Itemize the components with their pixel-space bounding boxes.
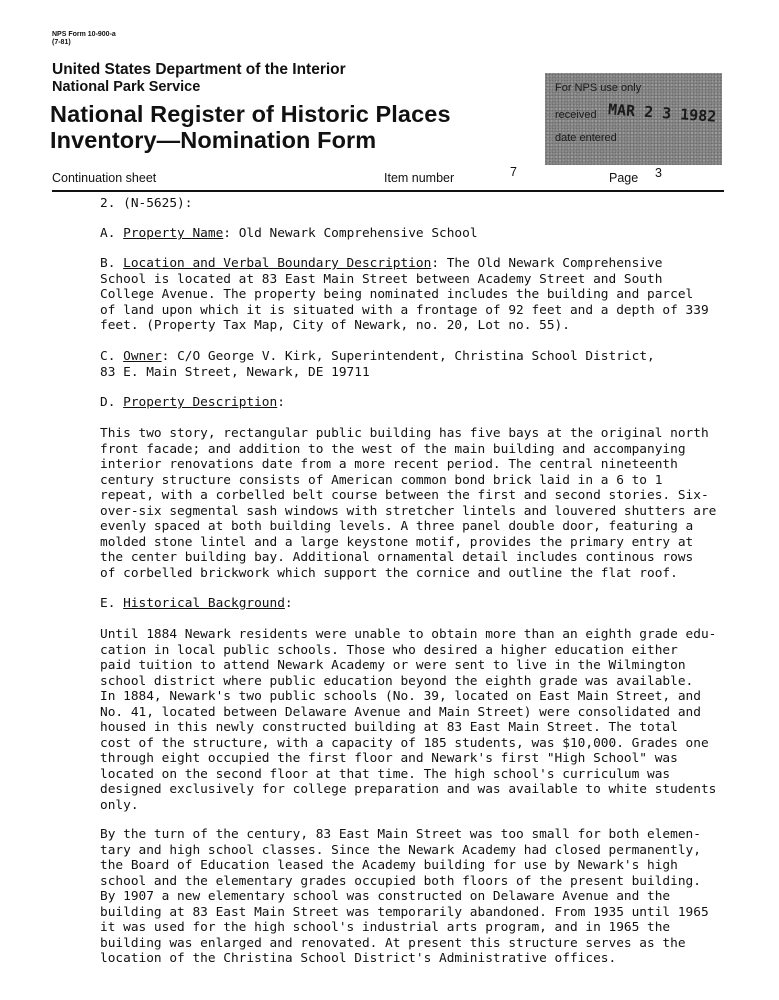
location-line: feet. (Property Tax Map, City of Newark, no. 20, Lot no. 55). [100, 318, 570, 333]
history-line: building at 83 East Main Street was temporarily abandoned. From 1935 until 1965 [100, 904, 709, 920]
section-b [100, 256, 709, 334]
history-line: located on the second floor at that time. The high school's curriculum was [100, 766, 671, 782]
stamp-date-entered-label: date entered [555, 132, 617, 144]
history-line: By 1907 a new elementary school was constructed on Delaware Avenue and the [100, 889, 671, 904]
page-number: 3 [655, 166, 662, 180]
stamp-nps-use-label: For NPS use only [555, 82, 642, 94]
location-line: College Avenue. The property being nominated includes the building and parcel [100, 287, 694, 302]
description-line: molded stone lintel and a large keystone motif, provides the primary entry at [100, 534, 694, 550]
nps-use-only-stamp [545, 73, 722, 165]
description-line: repeat, with a corbelled belt course between the first and second stories. Six- [100, 488, 709, 503]
property-name-label: Property Name [123, 226, 224, 241]
section-e-prefix: E. [100, 596, 124, 611]
section-b-first-line [100, 256, 709, 272]
section-c-prefix: C. [100, 349, 124, 364]
history-paragraph-2 [100, 827, 709, 967]
history-paragraph-1 [100, 627, 716, 813]
section-d [100, 395, 285, 411]
history-line: tary and high school classes. Since the Newark Academy had closed permanently, [100, 842, 701, 858]
history-line: No. 41, located between Delaware Avenue and Main Street) were consolidated and [100, 704, 701, 720]
section-c-first-line [100, 349, 655, 365]
description-line: interior renovations date from a more recent period. The central nineteenth [100, 457, 678, 472]
item-number-value: 7 [510, 165, 517, 179]
section-e-colon: : [284, 596, 293, 611]
history-line: through eight occupied the first floor and Newark's first "High School" was [100, 751, 678, 766]
historical-background-label: Historical Background [123, 596, 285, 611]
history-line: location of the Christina School District's Administrative offices. [100, 951, 617, 966]
item-number-label: Item number [384, 171, 455, 185]
location-label: Location and Verbal Boundary Description [123, 256, 432, 271]
owner-first-line: : C/O George V. Kirk, Superintendent, Christina School District, [161, 349, 655, 364]
history-line: cation in local public schools. Those who desired a higher education either [100, 642, 678, 658]
service-name: National Park Service [52, 79, 201, 95]
section-b-prefix: B. [100, 256, 124, 271]
history-line: cost of the structure, with a capacity of 185 students, was $10,000. Grades one [100, 735, 709, 751]
history-line: school and the elementary grades occupied both floors of the present building. [100, 873, 701, 889]
history-line: building was enlarged and renovated. At present this structure serves as the [100, 935, 686, 951]
history-line: school district where public education beyond the eighth grade was available. [100, 673, 694, 689]
history-line: Until 1884 Newark residents were unable to obtain more than an eighth grade edu- [100, 627, 717, 642]
form-identifier [52, 31, 116, 47]
description-line: of corbelled brickwork which support the cornice and outline the flat roof. [100, 565, 678, 581]
history-line: In 1884, Newark's two public schools (No. 39, located on East Main Street, and [100, 689, 701, 704]
section-a [100, 226, 478, 242]
location-line: of land upon which it is situated with a frontage of 92 feet and a depth of 339 [100, 302, 709, 318]
description-line: front facade; and addition to the west of the main building and accompanying [100, 441, 686, 457]
history-line: it was used for the high school's industrial arts program, and in 1965 the [100, 920, 671, 935]
property-description [100, 426, 716, 581]
section-e [100, 596, 293, 612]
stamp-received-date: MAR 2 3 1982 [607, 100, 717, 126]
header-rule [52, 190, 724, 192]
description-line: over-six segmental sash windows with stretcher lintels and louvered shutters are [100, 503, 717, 519]
property-description-label: Property Description [123, 395, 278, 410]
location-line: School is located at 83 East Main Street between Academy Street and South [100, 271, 663, 287]
history-line: housed in this newly constructed building at 83 East Main Street. The total [100, 720, 678, 735]
owner-address: 83 E. Main Street, Newark, DE 19711 [100, 364, 370, 380]
history-line: paid tuition to attend Newark Academy or were sent to live in the Wilmington [100, 658, 686, 673]
form-title-line1: National Register of Historic Places [50, 101, 451, 127]
history-line: only. [100, 797, 139, 813]
page-label: Page [609, 171, 639, 185]
section-c [100, 349, 655, 380]
description-line: century structure consists of American common bond brick laid in a 6 to 1 [100, 472, 663, 488]
form-number: NPS Form 10-900-a [52, 31, 116, 38]
department-name: United States Department of the Interior [52, 61, 346, 78]
location-first-line: : The Old Newark Comprehensive [431, 256, 663, 271]
history-line: the Board of Education leased the Academy building for use by Newark's high [100, 858, 678, 873]
description-line: This two story, rectangular public building has five bays at the original north [100, 426, 709, 441]
section-d-prefix: D. [100, 395, 124, 410]
description-line: evenly spaced at both building levels. A three panel double door, featuring a [100, 519, 694, 534]
section-heading: 2. (N-5625): [100, 196, 193, 211]
description-line: the center building bay. Additional ornamental detail includes continous rows [100, 550, 694, 565]
continuation-sheet-label: Continuation sheet [52, 171, 157, 185]
form-revision: (7-81) [52, 39, 71, 46]
section-d-colon: : [277, 395, 285, 410]
form-title-line2: Inventory—Nomination Form [50, 127, 377, 153]
section-a-prefix: A. [100, 226, 124, 241]
history-line: designed exclusively for college preparation and was available to white students [100, 782, 717, 797]
owner-label: Owner [123, 349, 162, 364]
stamp-received-label: received [555, 109, 597, 121]
property-name-value: : Old Newark Comprehensive School [223, 226, 478, 241]
history-line: By the turn of the century, 83 East Main Street was too small for both elemen- [100, 827, 701, 842]
